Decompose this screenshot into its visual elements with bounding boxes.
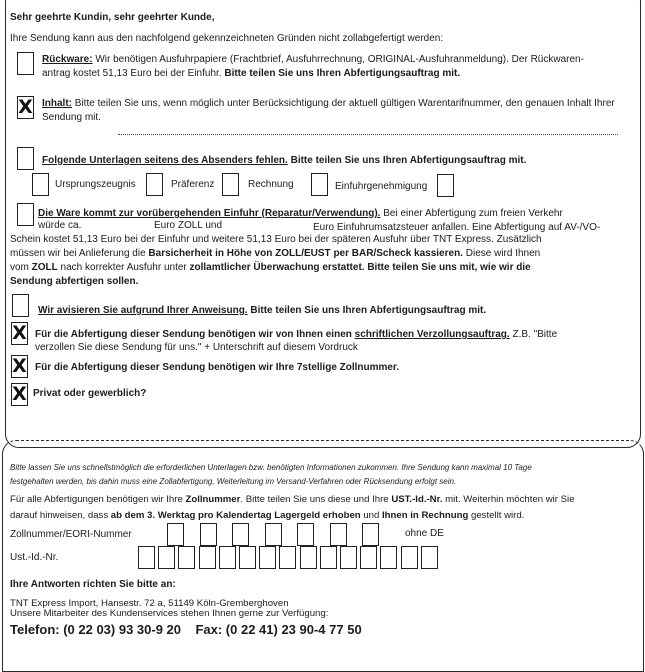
input-cell[interactable] — [167, 523, 184, 546]
separator-dotted-line — [118, 134, 618, 135]
rueckware-checkbox[interactable] — [17, 52, 34, 75]
avisieren-text: Wir avisieren Sie aufgrund Ihrer Anweisung. Bitte teilen Sie uns Ihren Abfertigungsauftrag mit. — [38, 305, 487, 316]
einfuhr-line2a: würde ca. — [38, 220, 82, 231]
zollnummer-suffix: ohne DE — [405, 528, 444, 539]
input-cell[interactable] — [200, 523, 217, 546]
einfuhrgenehmigung-label: Einfuhrgenehmigung — [335, 181, 428, 192]
unterlagen-checkbox[interactable] — [17, 147, 34, 170]
input-cell[interactable] — [219, 546, 236, 569]
input-cell[interactable] — [297, 523, 314, 546]
einfuhr-checkbox[interactable] — [17, 203, 34, 226]
input-cell[interactable] — [421, 546, 438, 569]
rechnung-label: Rechnung — [248, 179, 294, 190]
address-line: TNT Express Import, Hansestr. 72 a, 51149 Köln-Gremberghoven — [10, 598, 289, 609]
praeferenz-label: Präferenz — [171, 179, 215, 190]
input-cell[interactable] — [340, 546, 357, 569]
intro-text: Ihre Sendung kann aus den nachfolgend gekennzeichneten Gründen nicht zollabgefertigt werden: — [10, 33, 444, 44]
rueckware-text: Rückware: Wir benötigen Ausfuhrpapiere (Frachtbrief, Ausfuhrrechnung, ORIGINAL-Ausfuhranmeldung). Der Rückwaren- antrag kostet 51,13 Euro bei der Einfuhr. Bitte teilen Sie uns Ihren Abfertigungsauftrag mit. — [42, 54, 584, 79]
unterlagen-text: Folgende Unterlagen seitens des Absenders fehlen. Bitte teilen Sie uns Ihren Abfertigungsauftrag mit. — [42, 155, 527, 166]
footer-italic-line1: Bitte lassen Sie uns schnellstmöglich die erforderlichen Unterlagen bzw. benötigten Informationen zukommen. Ihre Sendung kann maximal 10 Tage — [10, 463, 532, 472]
praeferenz-checkbox[interactable] — [146, 173, 163, 196]
input-cell[interactable] — [300, 546, 317, 569]
footer-paragraph-line1: Für alle Abfertigungen benötigen wir Ihre Zollnummer. Bitte teilen Sie uns diese und Ihre UST.-Id.-Nr. mit. Weiterhin möchten wir Sie — [10, 494, 575, 505]
verzollung-line2: verzollen Sie diese Sendung für uns." + Unterschrift auf diesem Vordruck — [35, 342, 358, 353]
einfuhr-line4: müssen wir bei Anlieferung die Barsicherheit in Höhe von ZOLL/EUST per BAR/Scheck kassieren. Diese wird Ihnen — [10, 248, 541, 259]
ursprungszeugnis-checkbox[interactable] — [32, 173, 49, 196]
einfuhr-line5: vom ZOLL nach korrekter Ausfuhr unter zollamtlicher Überwachung erstattet. Bitte teilen Sie uns mit, wie wir die — [10, 262, 531, 273]
input-cell[interactable] — [401, 546, 418, 569]
input-cell[interactable] — [330, 523, 347, 546]
input-cell[interactable] — [259, 546, 276, 569]
einfuhr-line6: Sendung abfertigen sollen. — [10, 276, 139, 287]
input-cell[interactable] — [360, 546, 377, 569]
avisieren-checkbox[interactable] — [12, 294, 29, 317]
greeting: Sehr geehrte Kundin, sehr geehrter Kunde, — [10, 12, 215, 23]
verzollung-line1: Für die Abfertigung dieser Sendung benötigen wir von Ihnen einen schriftlichen Verzollungsauftrag. Z.B. "Bitte — [35, 329, 558, 340]
einfuhr-line3: Schein kostet 51,13 Euro bei der Einfuhr und weitere 51,13 Euro bei der späteren Ausfuhr über TNT Express. Zusätzlich — [10, 234, 542, 245]
zollnummer-field-label: Zollnummer/EORI-Nummer — [10, 529, 132, 540]
einfuhr-line1: Die Ware kommt zur vorübergehenden Einfuhr (Reparatur/Verwendung). Bei einer Abfertigung zum freien Verkehr — [38, 208, 563, 219]
einfuhr-line2b: Euro ZOLL und — [154, 220, 223, 231]
extra-checkbox[interactable] — [437, 174, 454, 197]
input-cell[interactable] — [158, 546, 175, 569]
input-cell[interactable] — [279, 546, 296, 569]
footer-paragraph-line2: darauf hinweisen, dass ab dem 3. Werktag pro Kalendertag Lagergeld erhoben und Ihnen in Rechnung gestellt wird. — [10, 510, 525, 521]
input-cell[interactable] — [380, 546, 397, 569]
input-cell[interactable] — [320, 546, 337, 569]
input-cell[interactable] — [199, 546, 216, 569]
input-cell[interactable] — [178, 546, 195, 569]
inhalt-checkbox[interactable]: X — [18, 96, 33, 118]
rechnung-checkbox[interactable] — [222, 173, 239, 196]
input-cell[interactable] — [232, 523, 249, 546]
input-cell[interactable] — [138, 546, 155, 569]
einfuhr-line2c: Euro Einfuhrumsatzsteuer anfallen. Eine Abfertigung auf AV-/VO- — [313, 222, 601, 233]
input-cell[interactable] — [362, 523, 379, 546]
zollnummer-checkbox[interactable]: X — [12, 355, 27, 377]
privat-checkbox[interactable]: X — [12, 383, 27, 405]
answers-heading: Ihre Antworten richten Sie bitte an: — [10, 579, 176, 590]
phone-fax-line: Telefon: (0 22 03) 93 30-9 20 Fax: (0 22 41) 23 90-4 77 50 — [10, 622, 362, 637]
inhalt-text: Inhalt: Bitte teilen Sie uns, wenn möglich unter Berücksichtigung der aktuell gültigen Warentarifnummer, den genauen Inhalt Ihrer Sendung mit. — [42, 98, 615, 123]
footer-italic-line2: festgehalten werden, bis dahin muss eine Zollabfertigung, Weiterleitung im Versand-Verfahren oder Rücksendung erfolgt sein. — [10, 477, 457, 486]
privat-text: Privat oder gewerblich? — [33, 388, 147, 399]
ust-id-field-label: Ust.-Id.-Nr. — [10, 552, 59, 563]
input-cell[interactable] — [265, 523, 282, 546]
input-cell[interactable] — [239, 546, 256, 569]
ursprungszeugnis-label: Ursprungszeugnis — [55, 179, 136, 190]
einfuhrgenehmigung-checkbox[interactable] — [311, 173, 328, 196]
verzollung-checkbox[interactable]: X — [12, 322, 27, 344]
service-line: Unsere Mitarbeiter des Kundenservices stehen Ihnen gerne zur Verfügung: — [10, 608, 329, 619]
zollnummer-request-text: Für die Abfertigung dieser Sendung benötigen wir Ihre 7stellige Zollnummer. — [35, 362, 400, 373]
